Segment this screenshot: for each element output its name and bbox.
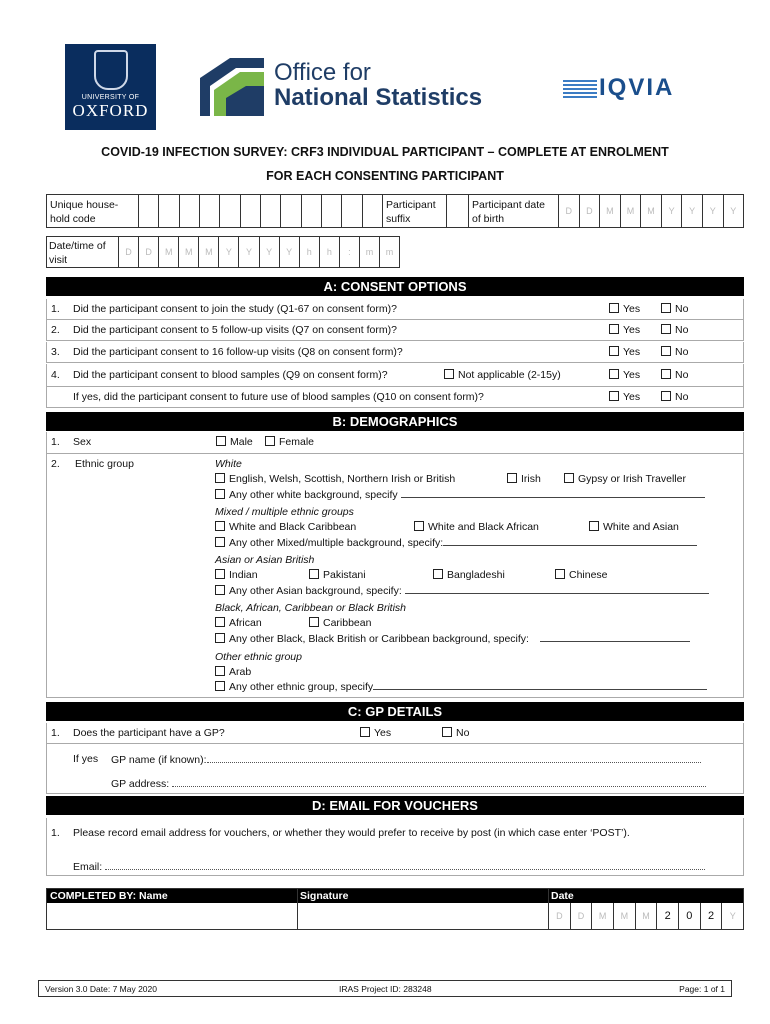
gp-name-line[interactable]: [207, 753, 701, 763]
checkbox[interactable]: [661, 391, 671, 401]
year-digit: 2: [701, 903, 723, 929]
specify-line[interactable]: [401, 488, 705, 498]
email-row: [46, 818, 744, 876]
email-field[interactable]: [73, 860, 705, 873]
oxford-logo: [65, 44, 156, 130]
yes-label: Yes: [374, 727, 392, 739]
option-label: Arab: [229, 666, 252, 678]
option-label: White and Asian: [603, 521, 679, 533]
not-applicable-option[interactable]: [444, 369, 561, 381]
dob-box[interactable]: M: [600, 195, 621, 227]
specify-line[interactable]: [443, 536, 697, 546]
checkbox[interactable]: [309, 569, 319, 579]
section-b-title: B: DEMOGRAPHICS: [46, 412, 744, 431]
page-number: Page: 1 of 1: [679, 984, 725, 994]
no-label: No: [456, 727, 470, 739]
female-option[interactable]: [265, 436, 314, 448]
yes-option[interactable]: [609, 303, 640, 315]
yes-label: Yes: [623, 369, 641, 381]
code-box[interactable]: [220, 195, 240, 227]
ethnic-option[interactable]: [507, 473, 541, 485]
completed-name-label: COMPLETED BY: Name: [50, 890, 168, 902]
checkbox[interactable]: [609, 369, 619, 379]
dob-box[interactable]: M: [621, 195, 642, 227]
iqvia-text: IQVIA: [599, 74, 675, 101]
row-number: 2.: [51, 458, 60, 470]
black-heading: Black, African, Caribbean or Black British: [215, 602, 407, 614]
option-label: Any other white background, specify: [229, 489, 398, 501]
yes-label: Yes: [623, 346, 641, 358]
date-label: Date: [551, 890, 574, 902]
code-box[interactable]: [159, 195, 179, 227]
datetime-box[interactable]: Y: [280, 237, 300, 267]
datetime-box[interactable]: D: [119, 237, 139, 267]
gp-details-row: [46, 744, 744, 794]
row-number: 2.: [51, 324, 60, 336]
ethnic-option[interactable]: [564, 473, 686, 485]
checkbox[interactable]: [442, 727, 452, 737]
dob-box[interactable]: Y: [662, 195, 683, 227]
consent-row: [46, 342, 744, 363]
question: Did the participant consent to blood samples (Q9 on consent form)?: [73, 369, 388, 381]
form-title: [40, 140, 730, 188]
checkbox[interactable]: [589, 521, 599, 531]
ethnic-option[interactable]: [215, 473, 455, 485]
yes-label: Yes: [623, 324, 641, 336]
ethnic-option[interactable]: [215, 666, 251, 678]
ons-logo-icon: [200, 58, 264, 116]
mixed-heading: Mixed / multiple ethnic groups: [215, 506, 354, 518]
suffix-label: Participant suffix: [383, 195, 447, 227]
date-box[interactable]: M: [636, 903, 658, 929]
option-label: Any other ethnic group, specify: [229, 681, 374, 693]
option-label: Pakistani: [323, 569, 366, 581]
datetime-box[interactable]: h: [320, 237, 340, 267]
ethnic-option[interactable]: [215, 488, 705, 501]
female-label: Female: [279, 436, 315, 448]
checkbox[interactable]: [215, 473, 225, 483]
section-d-title: D: EMAIL FOR VOUCHERS: [46, 796, 744, 815]
dob-boxes[interactable]: [559, 195, 743, 227]
checkbox[interactable]: [661, 324, 671, 334]
option-label: African: [229, 617, 262, 629]
row-number: 1.: [51, 303, 60, 315]
white-heading: White: [215, 458, 242, 470]
specify-line[interactable]: [540, 632, 690, 642]
checkbox[interactable]: [661, 346, 671, 356]
no-option[interactable]: [661, 346, 688, 358]
checkbox[interactable]: [564, 473, 574, 483]
option-label: Any other Black, Black British or Caribbean background, specify:: [229, 633, 529, 645]
dob-box[interactable]: M: [641, 195, 662, 227]
no-option[interactable]: [661, 324, 688, 336]
code-box[interactable]: [281, 195, 301, 227]
code-box[interactable]: [322, 195, 342, 227]
row-number: 1.: [51, 827, 60, 839]
yes-label: Yes: [623, 303, 641, 315]
code-box[interactable]: [342, 195, 362, 227]
ons-logo: [274, 60, 482, 110]
datetime-label: Date/time of visit: [47, 237, 119, 267]
yes-label: Yes: [623, 391, 641, 403]
gp-row: [46, 723, 744, 744]
ons-line1: Office for: [274, 59, 371, 86]
version-text: Version 3.0 Date: 7 May 2020: [45, 984, 157, 994]
yes-option[interactable]: [360, 727, 391, 739]
ethnic-option[interactable]: [309, 617, 371, 629]
dob-box[interactable]: Y: [682, 195, 703, 227]
ethnic-group-row: [46, 454, 744, 698]
ethnic-option[interactable]: [414, 521, 539, 533]
yes-option[interactable]: [609, 346, 640, 358]
code-box[interactable]: [261, 195, 281, 227]
code-box[interactable]: [241, 195, 261, 227]
datetime-boxes[interactable]: [119, 237, 399, 267]
iqvia-lines-icon: [563, 80, 597, 98]
checkbox[interactable]: [609, 391, 619, 401]
date-box[interactable]: M: [614, 903, 636, 929]
option-label: Any other Mixed/multiple background, specify:: [229, 537, 444, 549]
checkbox[interactable]: [555, 569, 565, 579]
iqvia-logo: [563, 74, 674, 102]
date-box[interactable]: D: [549, 903, 571, 929]
email-label: Email:: [73, 861, 103, 873]
ons-line2: National Statistics: [274, 84, 483, 112]
gp-address-label: GP address:: [111, 778, 170, 790]
signature-label: Signature: [300, 890, 349, 902]
checkbox[interactable]: [609, 324, 619, 334]
asian-heading: Asian or Asian British: [215, 554, 315, 566]
ethnic-option[interactable]: [589, 521, 679, 533]
ethnic-option[interactable]: [555, 569, 608, 581]
name-input[interactable]: [47, 903, 297, 929]
row-number: 3.: [51, 346, 60, 358]
question: If yes, did the participant consent to future use of blood samples (Q10 on consent form)?: [73, 391, 484, 403]
option-label: Irish: [521, 473, 541, 485]
year-box[interactable]: Y: [729, 911, 736, 921]
ethnic-option[interactable]: [215, 536, 697, 549]
checkbox[interactable]: [215, 681, 225, 691]
yes-option[interactable]: [609, 369, 640, 381]
datetime-box[interactable]: M: [159, 237, 179, 267]
footer: [38, 980, 732, 997]
ethnic-option[interactable]: [215, 617, 262, 629]
checkbox[interactable]: [215, 521, 225, 531]
code-box[interactable]: [200, 195, 220, 227]
specify-line[interactable]: [373, 680, 707, 690]
checkbox[interactable]: [309, 617, 319, 627]
no-label: No: [675, 324, 689, 336]
gp-name-field[interactable]: [111, 753, 701, 766]
dob-box[interactable]: Y: [703, 195, 724, 227]
gp-name-label: GP name (if known):: [111, 754, 207, 766]
code-box[interactable]: [180, 195, 200, 227]
no-label: No: [675, 303, 689, 315]
male-option[interactable]: [216, 436, 253, 448]
checkbox[interactable]: [507, 473, 517, 483]
checkbox[interactable]: [609, 303, 619, 313]
checkbox[interactable]: [215, 489, 225, 499]
code-box[interactable]: [302, 195, 322, 227]
gp-address-line[interactable]: [172, 777, 706, 787]
signature-input[interactable]: [298, 903, 548, 929]
other-heading: Other ethnic group: [215, 651, 302, 663]
datetime-box[interactable]: Y: [239, 237, 259, 267]
year-digit: 0: [679, 903, 701, 929]
not-applicable-label: Not applicable (2-15y): [458, 369, 561, 381]
household-label: Unique house-hold code: [47, 195, 139, 227]
dob-box[interactable]: D: [580, 195, 601, 227]
option-label: Bangladeshi: [447, 569, 505, 581]
datetime-box[interactable]: D: [139, 237, 159, 267]
datetime-box[interactable]: M: [179, 237, 199, 267]
if-yes-label: If yes: [73, 753, 99, 765]
ethnic-option[interactable]: [309, 569, 366, 581]
visit-datetime-row: [46, 236, 400, 268]
title-line2: FOR EACH CONSENTING PARTICIPANT: [266, 169, 504, 183]
option-label: Caribbean: [323, 617, 372, 629]
question: Did the participant consent to 16 follow-up visits (Q8 on consent form)?: [73, 346, 403, 358]
ethnic-option[interactable]: [215, 584, 709, 597]
title-line1: COVID-19 INFECTION SURVEY: CRF3 INDIVIDUAL PARTICIPANT – COMPLETE AT ENROLMENT: [101, 145, 669, 159]
ethnic-option[interactable]: [215, 569, 258, 581]
option-label: White and Black Caribbean: [229, 521, 357, 533]
consent-row: [46, 299, 744, 320]
oxford-crest-icon: [94, 50, 128, 90]
datetime-box[interactable]: m: [360, 237, 380, 267]
gp-question: Does the participant have a GP?: [73, 727, 225, 739]
checkbox[interactable]: [661, 303, 671, 313]
checkbox[interactable]: [215, 666, 225, 676]
checkbox[interactable]: [215, 617, 225, 627]
datetime-box[interactable]: h: [300, 237, 320, 267]
ethnic-option[interactable]: [215, 521, 356, 533]
checkbox[interactable]: [609, 346, 619, 356]
consent-row: [46, 320, 744, 341]
checkbox[interactable]: [433, 569, 443, 579]
no-label: No: [675, 391, 689, 403]
date-boxes[interactable]: [549, 903, 743, 929]
date-box[interactable]: M: [592, 903, 614, 929]
section-c-title: C: GP DETAILS: [46, 702, 744, 721]
email-line[interactable]: [105, 860, 705, 870]
dob-label: Participant date of birth: [469, 195, 559, 227]
option-label: Gypsy or Irish Traveller: [578, 473, 686, 485]
no-label: No: [675, 346, 689, 358]
option-label: English, Welsh, Scottish, Northern Irish or British: [229, 473, 456, 485]
iras-text: IRAS Project ID: 283248: [339, 984, 432, 994]
checkbox[interactable]: [414, 521, 424, 531]
no-option[interactable]: [442, 727, 469, 739]
checkbox[interactable]: [215, 569, 225, 579]
consent-row: [46, 387, 744, 408]
option-label: Any other Asian background, specify:: [229, 585, 402, 597]
yes-option[interactable]: [609, 324, 640, 336]
question: Did the participant consent to join the study (Q1-67 on consent form)?: [73, 303, 397, 315]
ethnic-option[interactable]: [433, 569, 505, 581]
suffix-box[interactable]: [447, 195, 469, 227]
datetime-box[interactable]: M: [199, 237, 219, 267]
specify-line[interactable]: [405, 584, 709, 594]
no-option[interactable]: [661, 369, 688, 381]
yes-option[interactable]: [609, 391, 640, 403]
no-option[interactable]: [661, 391, 688, 403]
date-box[interactable]: D: [571, 903, 593, 929]
datetime-box[interactable]: m: [385, 247, 394, 257]
checkbox[interactable]: [215, 633, 225, 643]
option-label: White and Black African: [428, 521, 539, 533]
oxford-logo-bottom: OXFORD: [72, 101, 149, 120]
consent-row: [46, 364, 744, 387]
datetime-sep: :: [340, 237, 360, 267]
household-code-boxes[interactable]: [139, 195, 383, 227]
option-label: Chinese: [569, 569, 608, 581]
code-box[interactable]: [139, 195, 159, 227]
ethnic-label: Ethnic group: [75, 458, 134, 470]
checkbox[interactable]: [215, 585, 225, 595]
dob-box[interactable]: Y: [730, 206, 737, 216]
completed-by-table: [46, 888, 744, 930]
option-label: Indian: [229, 569, 258, 581]
sex-row: [46, 432, 744, 454]
checkbox[interactable]: [265, 436, 275, 446]
male-label: Male: [230, 436, 253, 448]
checkbox[interactable]: [215, 537, 225, 547]
datetime-box[interactable]: Y: [260, 237, 280, 267]
datetime-box[interactable]: Y: [219, 237, 239, 267]
sex-label: Sex: [73, 436, 92, 448]
ethnic-option[interactable]: [215, 680, 707, 693]
gp-address-field[interactable]: [111, 777, 706, 790]
dob-box[interactable]: D: [559, 195, 580, 227]
checkbox[interactable]: [661, 369, 671, 379]
checkbox[interactable]: [360, 727, 370, 737]
checkbox[interactable]: [216, 436, 226, 446]
no-label: No: [675, 369, 689, 381]
email-question: Please record email address for vouchers, or whether they would prefer to receive by post (in which case enter ‘POST’).: [73, 827, 630, 839]
id-row: [46, 194, 744, 228]
section-a-title: A: CONSENT OPTIONS: [46, 277, 744, 296]
ethnic-option[interactable]: [215, 632, 690, 645]
row-number: 1.: [51, 727, 60, 739]
row-number: 1.: [51, 436, 60, 448]
oxford-logo-top: UNIVERSITY OF: [81, 94, 140, 101]
checkbox[interactable]: [444, 369, 454, 379]
year-digit: 2: [657, 903, 679, 929]
row-number: 4.: [51, 369, 60, 381]
no-option[interactable]: [661, 303, 688, 315]
question: Did the participant consent to 5 follow-up visits (Q7 on consent form)?: [73, 324, 397, 336]
code-box[interactable]: [363, 195, 383, 227]
